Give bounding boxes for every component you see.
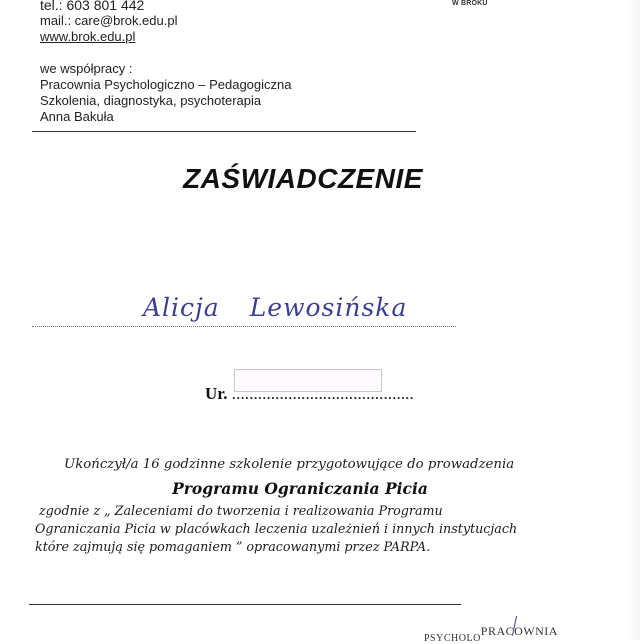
website-link[interactable]: www.brok.edu.pl bbox=[40, 29, 136, 44]
cooperation-person: Anna Bakuła bbox=[40, 109, 114, 124]
contact-block bbox=[40, 0, 292, 125]
compliance-line-3: które zajmują się pomaganiem ” opracowanymi przez PARPA. bbox=[35, 539, 431, 554]
cooperation-org-name: Pracownia Psychologiczno – Pedagogiczna bbox=[40, 77, 292, 92]
birth-dotted-line: …………………………………… bbox=[231, 387, 414, 402]
footer-divider bbox=[29, 604, 461, 605]
email-address: mail.: care@brok.edu.pl bbox=[40, 13, 178, 28]
compliance-line-1: zgodnie z „ Zaleceniami do tworzenia i realizowania Programu bbox=[39, 503, 443, 518]
birth-date-field bbox=[205, 384, 414, 404]
birth-label: Ur. bbox=[205, 384, 228, 403]
completion-statement: Ukończył/a 16 godzinne szkolenie przygotowujące do prowadzenia bbox=[64, 457, 515, 472]
logo-caption: W BROKU bbox=[452, 0, 488, 7]
document-title: ZAŚWIADCZENIE bbox=[183, 163, 423, 194]
recipient-first-name: Alicja bbox=[143, 293, 220, 322]
recipient-last-name: Lewosińska bbox=[249, 293, 408, 322]
stamp-text-part1: PSYCHOLO bbox=[424, 633, 481, 644]
cooperation-intro: we współpracy : bbox=[40, 61, 133, 76]
compliance-line-2: Ograniczania Picia w placówkach leczenia uzależnień i innych instytucjach bbox=[35, 521, 518, 536]
program-name: Programu Ograniczania Picia bbox=[172, 479, 428, 498]
header-divider bbox=[32, 131, 416, 132]
recipient-name bbox=[143, 293, 407, 322]
name-dotted-line bbox=[32, 326, 456, 327]
scan-edge-shadow bbox=[626, 0, 640, 640]
cooperation-services: Szkolenia, diagnostyka, psychoterapia bbox=[40, 93, 262, 108]
phone-number: tel.: 603 801 442 bbox=[40, 0, 145, 13]
stamp-text-part2: PRACOWNIA bbox=[480, 624, 558, 638]
organization-stamp bbox=[424, 624, 558, 644]
